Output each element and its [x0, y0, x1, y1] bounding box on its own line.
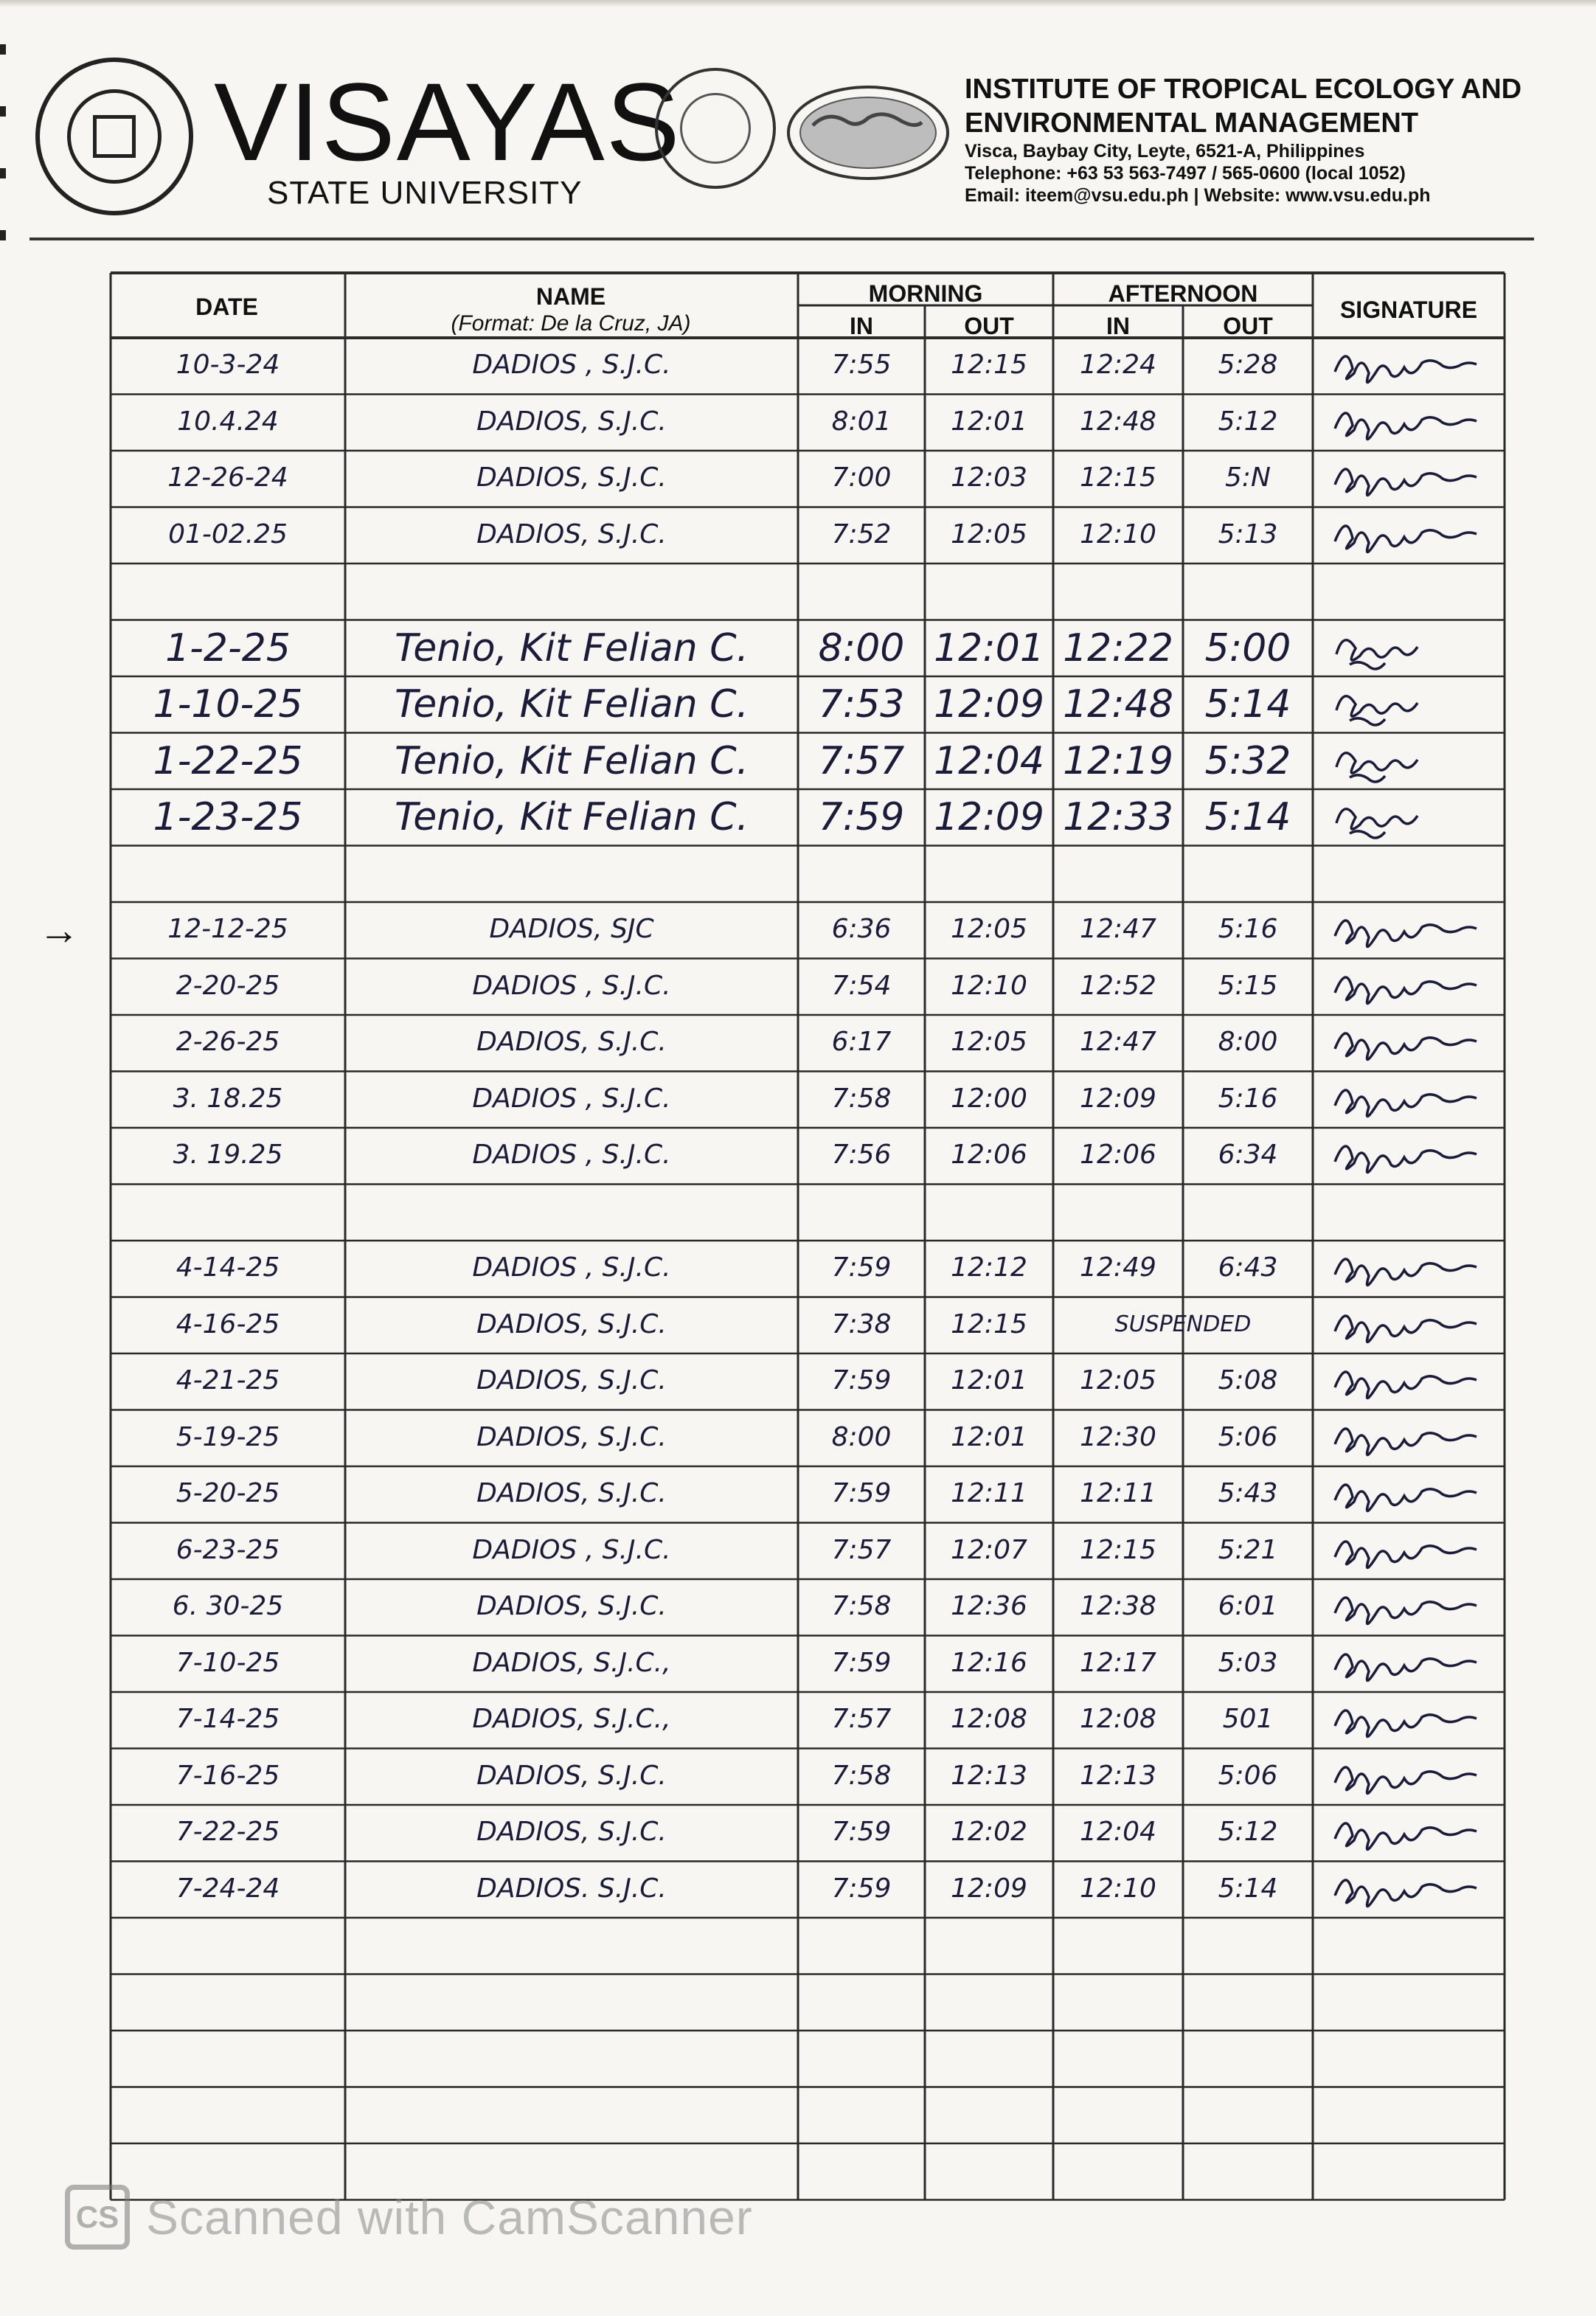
- cell-afternoon-out: 5:15: [1218, 970, 1278, 1001]
- col-header-morning-in: IN: [850, 313, 873, 339]
- cell-afternoon-out: 5:14: [1218, 1873, 1278, 1904]
- cell-name: Tenio, Kit Felian C.: [394, 795, 749, 840]
- col-header-date: DATE: [195, 294, 258, 320]
- cell-morning-out: 12:06: [951, 1140, 1027, 1171]
- cell-afternoon-out: 6:01: [1218, 1591, 1278, 1622]
- cell-morning-out: 12:07: [951, 1534, 1027, 1565]
- cell-afternoon-in: 12:47: [1080, 1027, 1156, 1058]
- cell-name: DADIOS, SJC: [489, 914, 654, 945]
- cell-morning-in: 8:00: [831, 1421, 892, 1452]
- cell-afternoon-out: 5:14: [1204, 682, 1291, 727]
- cell-name: DADIOS , S.J.C.: [472, 350, 671, 381]
- cell-morning-out: 12:05: [951, 1027, 1027, 1058]
- cell-morning-out: 12:09: [934, 795, 1044, 840]
- signature-scribble: [1328, 1809, 1505, 1856]
- cell-afternoon-in: 12:09: [1080, 1083, 1156, 1114]
- cell-morning-in: 7:57: [831, 1704, 892, 1735]
- cell-afternoon-in: 12:15: [1080, 1534, 1156, 1565]
- cell-date: 7-24-24: [176, 1873, 280, 1904]
- signature-scribble: [1328, 1866, 1505, 1913]
- cell-morning-out: 12:01: [951, 1365, 1027, 1396]
- cell-afternoon-in: 12:38: [1080, 1591, 1156, 1622]
- arrow-marker-icon: →: [38, 906, 80, 953]
- cell-afternoon-out: 5:08: [1218, 1365, 1278, 1396]
- cell-morning-in: 7:58: [831, 1760, 892, 1791]
- cell-morning-out: 12:03: [951, 462, 1027, 493]
- signature-scribble: [1328, 1640, 1505, 1688]
- cell-name: DADIOS. S.J.C.: [476, 1873, 667, 1904]
- cell-morning-out: 12:00: [951, 1083, 1027, 1114]
- cell-name: DADIOS, S.J.C.: [476, 1478, 667, 1509]
- cell-name: DADIOS , S.J.C.: [472, 1140, 671, 1171]
- cell-afternoon-out: 5:16: [1218, 914, 1278, 945]
- cell-name: DADIOS , S.J.C.: [472, 1534, 671, 1565]
- col-header-afternoon: AFTERNOON: [1108, 280, 1258, 307]
- col-header-name: NAME: [535, 283, 606, 310]
- cell-date: 7-16-25: [176, 1760, 280, 1791]
- cell-morning-out: 12:09: [934, 682, 1044, 727]
- cell-name: DADIOS, S.J.C.: [476, 1760, 667, 1791]
- cell-afternoon-out: 6:34: [1218, 1140, 1278, 1171]
- cell-name: DADIOS, S.J.C.: [476, 1817, 667, 1848]
- institute-name-line1: INSTITUTE OF TROPICAL ECOLOGY AND: [965, 74, 1522, 105]
- cell-name: DADIOS , S.J.C.: [472, 970, 671, 1001]
- cell-morning-out: 12:04: [934, 738, 1044, 783]
- cell-morning-out: 12:15: [951, 350, 1027, 381]
- cell-date: 5-19-25: [176, 1421, 280, 1452]
- cell-morning-in: 8:00: [818, 625, 905, 670]
- cell-afternoon-out: 6:43: [1218, 1252, 1278, 1283]
- cell-date: 7-14-25: [176, 1704, 280, 1735]
- cell-date: 7-10-25: [176, 1647, 280, 1678]
- institute-name-line2: ENVIRONMENTAL MANAGEMENT: [965, 108, 1419, 139]
- cell-morning-in: 8:01: [831, 406, 892, 437]
- cell-morning-out: 12:11: [951, 1478, 1027, 1509]
- cell-morning-in: 7:57: [818, 738, 905, 783]
- signature-scribble: [1328, 1245, 1505, 1292]
- cell-date: 01-02.25: [168, 519, 288, 549]
- cell-afternoon-out: 8:00: [1218, 1027, 1278, 1058]
- cell-afternoon-out: 501: [1222, 1704, 1274, 1735]
- cell-name: DADIOS, S.J.C.: [476, 462, 667, 493]
- cell-afternoon-out: 5:14: [1204, 795, 1291, 840]
- cell-morning-in: 7:53: [818, 682, 905, 727]
- cell-afternoon-out: 5:12: [1218, 406, 1278, 437]
- cell-afternoon-out: 5:12: [1218, 1817, 1278, 1848]
- cell-morning-in: 6:17: [831, 1027, 892, 1058]
- cell-afternoon-out: 5:06: [1218, 1421, 1278, 1452]
- signature-scribble: [1328, 1019, 1505, 1067]
- cell-morning-out: 12:01: [951, 406, 1027, 437]
- cell-date: 10-3-24: [176, 350, 280, 381]
- cell-morning-out: 12:01: [951, 1421, 1027, 1452]
- cell-afternoon-in: 12:48: [1063, 682, 1173, 727]
- cell-morning-out: 12:09: [951, 1873, 1027, 1904]
- signature-scribble: [1328, 399, 1505, 446]
- cell-afternoon-in: 12:06: [1080, 1140, 1156, 1171]
- cell-date: 1-22-25: [153, 738, 303, 783]
- signature-scribble: [1328, 1358, 1505, 1405]
- cell-afternoon-in: 12:05: [1080, 1365, 1156, 1396]
- signature-scribble: [1328, 738, 1505, 785]
- cell-morning-out: 12:08: [951, 1704, 1027, 1735]
- cell-date: 7-22-25: [176, 1817, 280, 1848]
- signature-scribble: [1328, 1471, 1505, 1518]
- cell-afternoon-in: 12:10: [1080, 1873, 1156, 1904]
- cell-afternoon-out: 5:21: [1218, 1534, 1278, 1565]
- university-word: VISAYAS: [214, 60, 681, 184]
- cell-morning-in: 7:59: [831, 1647, 892, 1678]
- cell-morning-in: 7:58: [831, 1083, 892, 1114]
- cell-date: 6-23-25: [176, 1534, 280, 1565]
- cell-morning-out: 12:05: [951, 914, 1027, 945]
- cell-afternoon-out: 5:00: [1204, 625, 1291, 670]
- cell-afternoon-out: 5:03: [1218, 1647, 1278, 1678]
- cell-date: 2-20-25: [176, 970, 280, 1001]
- cell-morning-in: 7:57: [831, 1534, 892, 1565]
- cell-name: DADIOS, S.J.C.: [476, 1027, 667, 1058]
- cell-afternoon-out: 5:06: [1218, 1760, 1278, 1791]
- signature-scribble: [1328, 512, 1505, 559]
- cell-date: 3. 18.25: [173, 1083, 283, 1114]
- cell-morning-in: 7:59: [818, 795, 905, 840]
- cell-name: Tenio, Kit Felian C.: [394, 738, 749, 783]
- signature-scribble: [1328, 906, 1505, 954]
- cell-morning-out: 12:36: [951, 1591, 1027, 1622]
- cell-afternoon-in: 12:17: [1080, 1647, 1156, 1678]
- col-header-morning-out: OUT: [964, 313, 1014, 339]
- cell-date: 12-26-24: [167, 462, 288, 493]
- cell-morning-in: 7:59: [831, 1365, 892, 1396]
- cell-afternoon-in: 12:52: [1080, 970, 1156, 1001]
- signature-scribble: [1328, 1302, 1505, 1349]
- signature-scribble: [1328, 681, 1505, 728]
- cell-afternoon-out: 5:32: [1204, 738, 1291, 783]
- camscanner-watermark: [65, 2185, 753, 2250]
- cell-morning-in: 7:59: [831, 1873, 892, 1904]
- cell-morning-in: 7:59: [831, 1252, 892, 1283]
- cell-morning-out: 12:15: [951, 1308, 1027, 1339]
- cell-name: Tenio, Kit Felian C.: [394, 625, 749, 670]
- cell-morning-out: 12:12: [951, 1252, 1027, 1283]
- cell-morning-in: 7:58: [831, 1591, 892, 1622]
- cell-morning-in: 6:36: [831, 914, 892, 945]
- cell-afternoon-in: 12:30: [1080, 1421, 1156, 1452]
- cell-afternoon-out: 5:43: [1218, 1478, 1278, 1509]
- institute-email: Email: iteem@vsu.edu.ph | Website: www.vsu.edu.ph: [965, 185, 1431, 206]
- cell-afternoon-in: 12:22: [1063, 625, 1173, 670]
- cell-morning-in: 7:54: [831, 970, 892, 1001]
- cell-name: DADIOS, S.J.C.: [476, 519, 667, 549]
- cell-morning-out: 12:16: [951, 1647, 1027, 1678]
- cell-afternoon-in: 12:13: [1080, 1760, 1156, 1791]
- signature-scribble: [1328, 1076, 1505, 1123]
- signature-scribble: [1328, 1584, 1505, 1631]
- cell-name: DADIOS, S.J.C.: [476, 1421, 667, 1452]
- cell-morning-out: 12:10: [951, 970, 1027, 1001]
- cell-date: 1-23-25: [153, 795, 303, 840]
- cell-date: 6. 30-25: [172, 1591, 284, 1622]
- cell-date: 1-10-25: [153, 682, 303, 727]
- cell-afternoon-in: 12:19: [1063, 738, 1173, 783]
- signature-scribble: [1328, 1753, 1505, 1800]
- signature-scribble: [1328, 1415, 1505, 1462]
- col-header-signature: SIGNATURE: [1339, 297, 1478, 323]
- cell-morning-in: 7:59: [831, 1478, 892, 1509]
- cell-morning-out: 12:02: [951, 1817, 1027, 1848]
- cell-afternoon-in: 12:04: [1080, 1817, 1156, 1848]
- cell-afternoon-out: 5:16: [1218, 1083, 1278, 1114]
- col-header-afternoon-in: IN: [1106, 313, 1130, 339]
- institute-address: Visca, Baybay City, Leyte, 6521-A, Philippines: [965, 141, 1365, 162]
- cell-name: DADIOS, S.J.C.: [476, 1591, 667, 1622]
- cell-afternoon-out: 5:28: [1218, 350, 1278, 381]
- cell-name: DADIOS , S.J.C.: [472, 1252, 671, 1283]
- cell-date: 5-20-25: [176, 1478, 280, 1509]
- signature-scribble: [1328, 342, 1505, 389]
- signature-scribble: [1328, 1528, 1505, 1575]
- cell-name: DADIOS , S.J.C.: [472, 1083, 671, 1114]
- cell-afternoon-in: 12:49: [1080, 1252, 1156, 1283]
- cell-afternoon-in: 12:11: [1080, 1478, 1156, 1509]
- camscanner-logo: CS: [65, 2185, 130, 2250]
- signature-scribble: [1328, 1132, 1505, 1179]
- cell-afternoon-in: 12:10: [1080, 519, 1156, 549]
- institute-telephone: Telephone: +63 53 563-7497 / 565-0600 (local 1052): [965, 163, 1406, 184]
- cell-morning-in: 7:00: [831, 462, 892, 493]
- signature-scribble: [1328, 1696, 1505, 1744]
- cell-name: DADIOS, S.J.C.: [476, 1365, 667, 1396]
- cell-afternoon-out: 5:13: [1218, 519, 1278, 549]
- cell-name: DADIOS, S.J.C.,: [472, 1704, 671, 1735]
- cell-afternoon-in: 12:33: [1063, 795, 1173, 840]
- signature-scribble: [1328, 794, 1505, 841]
- university-sub: STATE UNIVERSITY: [267, 175, 583, 211]
- cell-afternoon-in: 12:48: [1080, 406, 1156, 437]
- cell-name: DADIOS, S.J.C.: [476, 1308, 667, 1339]
- cell-morning-in: 7:56: [831, 1140, 892, 1171]
- col-header-name-format: (Format: De la Cruz, JA): [451, 311, 691, 336]
- col-header-afternoon-out: OUT: [1223, 313, 1273, 339]
- cell-morning-out: 12:13: [951, 1760, 1027, 1791]
- cell-afternoon-out: 5:N: [1225, 462, 1271, 493]
- cell-morning-out: 12:01: [934, 625, 1044, 670]
- cell-date: 4-21-25: [176, 1365, 280, 1396]
- cell-date: 3. 19.25: [173, 1140, 283, 1171]
- camscanner-text: Scanned with CamScanner: [146, 2190, 753, 2244]
- cell-date: 4-16-25: [176, 1308, 280, 1339]
- cell-date: 1-2-25: [165, 625, 291, 670]
- cell-name: Tenio, Kit Felian C.: [394, 682, 749, 727]
- signature-scribble: [1328, 455, 1505, 502]
- cell-morning-in: 7:52: [831, 519, 892, 549]
- col-header-morning: MORNING: [868, 280, 983, 307]
- signature-scribble: [1328, 963, 1505, 1010]
- cell-morning-in: 7:38: [831, 1308, 892, 1339]
- cell-afternoon-in: 12:47: [1080, 914, 1156, 945]
- cell-morning-in: 7:55: [831, 350, 892, 381]
- cell-afternoon-in: SUSPENDED: [1114, 1311, 1252, 1337]
- signature-scribble: [1328, 625, 1505, 672]
- cell-morning-out: 12:05: [951, 519, 1027, 549]
- cell-morning-in: 7:59: [831, 1817, 892, 1848]
- cell-date: 12-12-25: [167, 914, 288, 945]
- cell-date: 2-26-25: [176, 1027, 280, 1058]
- cell-afternoon-in: 12:24: [1080, 350, 1156, 381]
- cell-date: 10.4.24: [177, 406, 279, 437]
- cell-date: 4-14-25: [176, 1252, 280, 1283]
- cell-afternoon-in: 12:08: [1080, 1704, 1156, 1735]
- cell-name: DADIOS, S.J.C.: [476, 406, 667, 437]
- cell-name: DADIOS, S.J.C.,: [472, 1647, 671, 1678]
- cell-afternoon-in: 12:15: [1080, 462, 1156, 493]
